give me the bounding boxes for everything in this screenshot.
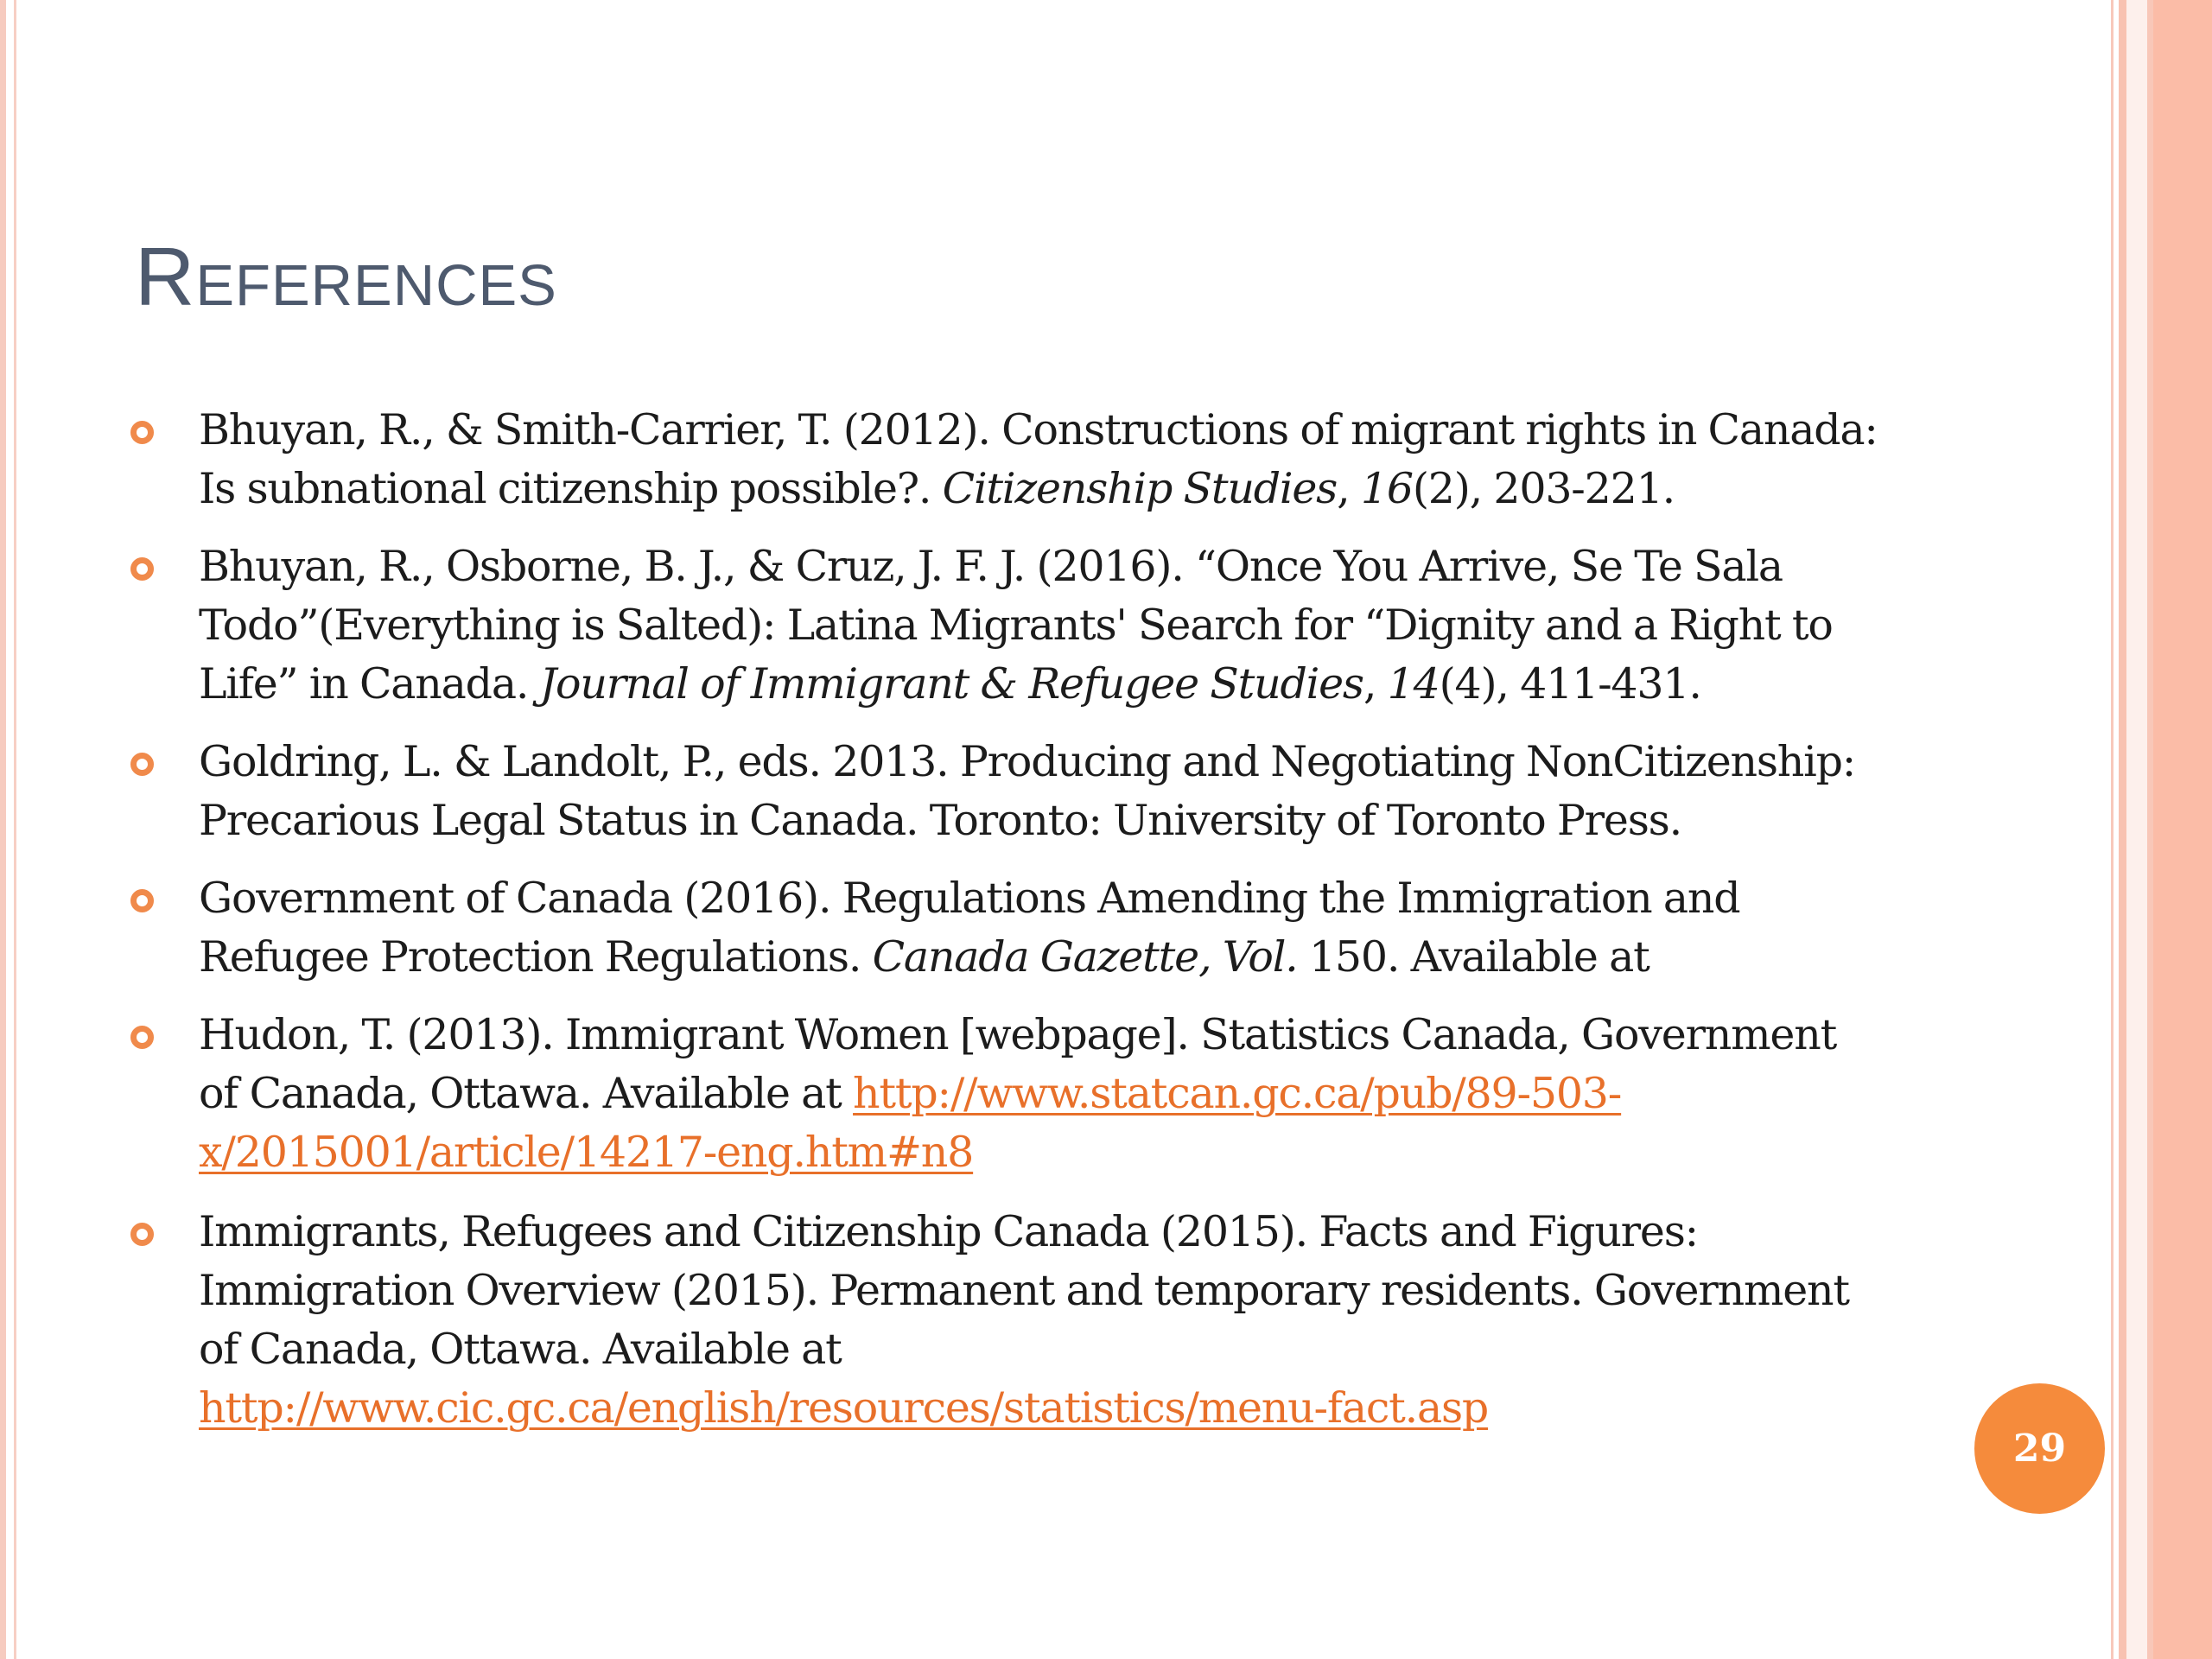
bullet-ring-icon	[130, 557, 154, 581]
reference-text: Immigrants, Refugees and Citizenship Canada (2015). Facts and Figures:	[199, 1207, 1698, 1256]
reference-text: Precarious Legal Status in Canada. Toronto: University of Toronto Press.	[199, 796, 1681, 845]
reference-text: Refugee Protection Regulations.	[199, 932, 873, 982]
reference-line	[199, 869, 1927, 928]
reference-text: Todo”(Everything is Salted): Latina Migrants' Search for “Dignity and a Right to	[199, 601, 1833, 650]
reference-item	[199, 1203, 1927, 1438]
statcan-link-continued[interactable]: x/2015001/article/14217-eng.htm#n8	[199, 1128, 974, 1177]
right-frame-line	[2111, 0, 2113, 1659]
reference-text: (2), 203-221.	[1412, 464, 1675, 513]
reference-line	[199, 928, 1927, 987]
reference-text: Bhuyan, R., Osborne, B. J., & Cruz, J. F. J. (2016). “Once You Arrive, Se Te Sala	[199, 542, 1783, 591]
reference-line	[199, 460, 1927, 518]
right-frame-band	[2119, 0, 2126, 1659]
reference-text: Life” in Canada.	[199, 659, 540, 709]
left-frame-stripe	[0, 0, 6, 1659]
reference-line	[199, 733, 1927, 791]
reference-text: Is subnational citizenship possible?.	[199, 464, 943, 513]
reference-text: 150. Available at	[1297, 932, 1649, 982]
reference-text: (4), 411-431.	[1439, 659, 1701, 709]
journal-title: Citizenship Studies	[942, 464, 1338, 513]
right-frame-band-inner	[2147, 0, 2153, 1659]
bullet-ring-icon	[130, 753, 154, 776]
reference-text: of Canada, Ottawa. Available at	[199, 1325, 842, 1374]
bullet-ring-icon	[130, 1026, 154, 1049]
journal-volume: 14	[1387, 659, 1440, 709]
reference-item	[199, 537, 1927, 714]
reference-line	[199, 1123, 1927, 1182]
reference-item	[199, 869, 1927, 987]
reference-text: ,	[1337, 464, 1361, 513]
bullet-ring-icon	[130, 421, 154, 444]
bullet-ring-icon	[130, 889, 154, 912]
reference-line	[199, 1065, 1927, 1123]
reference-text: Hudon, T. (2013). Immigrant Women [webpage]. Statistics Canada, Government	[199, 1010, 1837, 1059]
reference-line	[199, 1320, 1927, 1379]
reference-text: ,	[1363, 659, 1388, 709]
journal-title: Journal of Immigrant & Refugee Studies	[539, 659, 1363, 709]
right-frame-gap	[2126, 0, 2147, 1659]
reference-text: Goldring, L. & Landolt, P., eds. 2013. Producing and Negotiating NonCitizenship:	[199, 737, 1856, 786]
cic-link[interactable]: http://www.cic.gc.ca/english/resources/statistics/menu-fact.asp	[199, 1383, 1489, 1433]
bullet-ring-icon	[130, 1223, 154, 1246]
reference-line	[199, 791, 1927, 850]
reference-line	[199, 596, 1927, 655]
right-frame-band-outer	[2153, 0, 2212, 1659]
reference-text: Government of Canada (2016). Regulations Amending the Immigration and	[199, 874, 1740, 923]
page-number-badge: 29	[1974, 1383, 2105, 1514]
slide-title: References	[135, 231, 557, 323]
reference-text: Bhuyan, R., & Smith-Carrier, T. (2012). Constructions of migrant rights in Canada:	[199, 405, 1878, 454]
reference-item	[199, 1006, 1927, 1182]
reference-item	[199, 733, 1927, 850]
reference-line	[199, 401, 1927, 460]
journal-title: Canada Gazette, Vol.	[872, 932, 1298, 982]
reference-text: Immigration Overview (2015). Permanent and temporary residents. Government	[199, 1266, 1849, 1315]
reference-line	[199, 1379, 1927, 1438]
reference-line	[199, 1006, 1927, 1065]
reference-item	[199, 401, 1927, 518]
reference-line	[199, 537, 1927, 596]
reference-line	[199, 655, 1927, 714]
journal-volume: 16	[1360, 464, 1413, 513]
reference-line	[199, 1203, 1927, 1262]
reference-text: of Canada, Ottawa. Available at	[199, 1069, 854, 1118]
reference-line	[199, 1262, 1927, 1320]
left-frame-line	[14, 0, 16, 1659]
statcan-link[interactable]: http://www.statcan.gc.ca/pub/89-503-	[853, 1069, 1622, 1118]
